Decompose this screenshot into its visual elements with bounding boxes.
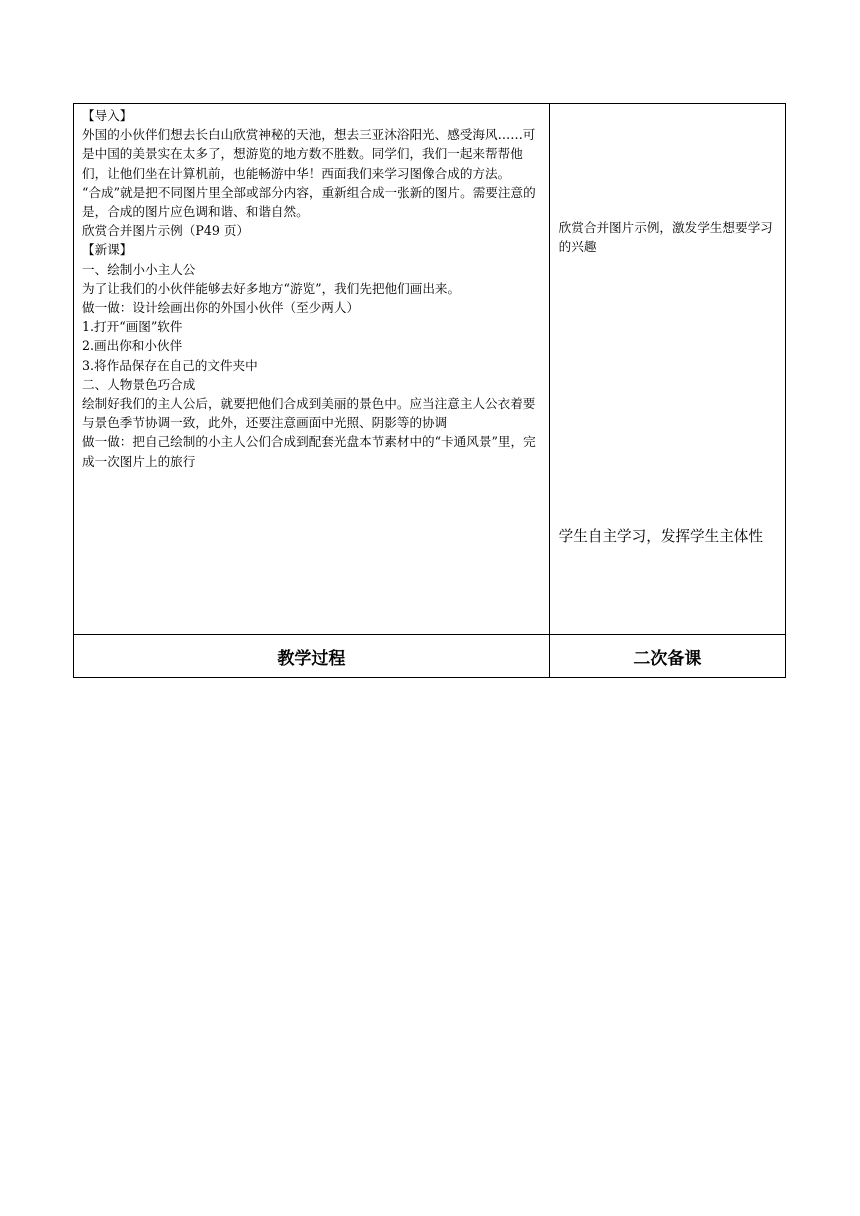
- activity-two: 做一做：把自己绘制的小主人公们合成到配套光盘本节素材中的“卡通风景”里，完成一次图片上的旅行: [82, 434, 536, 469]
- step-two: 2.画出你和小伙伴: [82, 338, 183, 354]
- synthesis-definition: “合成”就是把不同图片里全部或部分内容，重新组合成一张新的图片。需要注意的是，合成的图片应色调和谐、和谐自然。: [82, 184, 536, 220]
- part-two-heading: 二、人物景色巧合成: [82, 376, 196, 392]
- example-reference: 欣赏合并图片示例（P49 页）: [82, 223, 250, 239]
- footer-teaching-process: 教学过程: [74, 635, 550, 678]
- side-note-appreciation: 欣赏合并图片示例，激发学生想要学习的兴趣: [558, 220, 773, 254]
- section-intro-heading: 【导入】: [82, 108, 133, 123]
- part-one-paragraph: 为了让我们的小伙伴能够去好多地方“游览”，我们先把他们画出来。: [82, 280, 461, 296]
- footer-row: [74, 635, 786, 678]
- intro-paragraph: 外国的小伙伴们想去长白山欣赏神秘的天池，想去三亚沐浴阳光、感受海风……可是中国的美景实在太多了，想游览的地方数不胜数。同学们，我们一起来帮帮他们，让他们坐在计算机前，也能畅游中华！西面我们来学习图像合成的方法。: [82, 127, 536, 181]
- section-new-lesson-heading: 【新课】: [82, 242, 133, 258]
- step-one: 1.打开“画图”软件: [82, 319, 183, 335]
- secondary-prep-cell: [549, 104, 785, 635]
- lesson-plan-table: [73, 103, 786, 678]
- part-one-heading: 一、绘制小小主人公: [82, 261, 196, 277]
- step-three: 3.将作品保存在自己的文件夹中: [82, 357, 258, 373]
- part-two-paragraph: 绘制好我们的主人公后，就要把他们合成到美丽的景色中。应当注意主人公衣着要与景色季节协调一致，此外，还要注意画面中光照、阴影等的协调: [82, 396, 536, 431]
- side-note-self-study: 学生自主学习，发挥学生主体性: [558, 528, 763, 545]
- footer-secondary-prep: 二次备课: [549, 635, 785, 678]
- activity-one: 做一做：设计绘画出你的外国小伙伴（至少两人）: [82, 300, 360, 316]
- teaching-process-cell: [74, 104, 550, 635]
- content-row: [74, 104, 786, 635]
